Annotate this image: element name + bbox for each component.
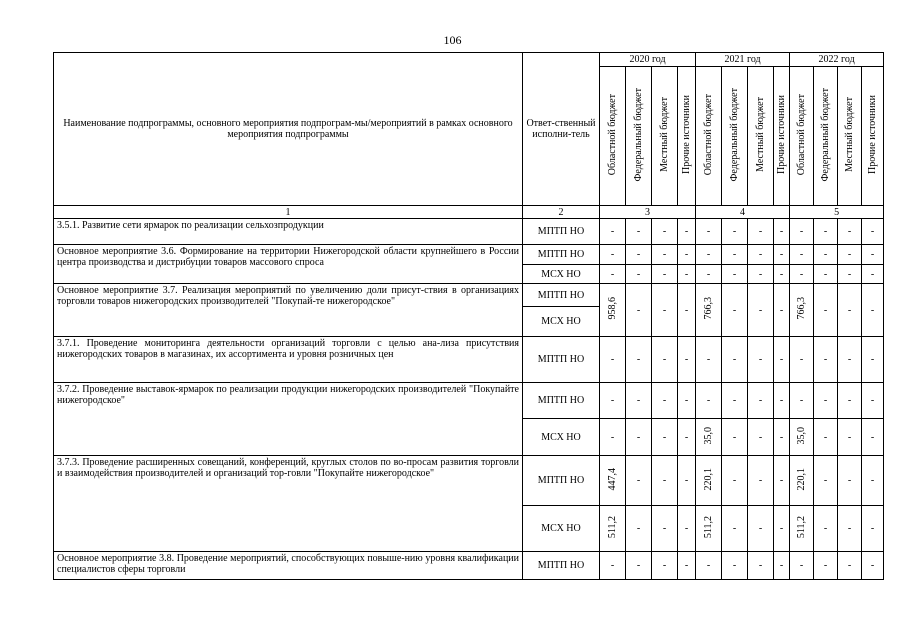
value-cell: [696, 284, 722, 337]
header-year-2021: 2021 год: [696, 53, 790, 67]
source-header: Областной бюджет: [696, 67, 722, 206]
value-number: 35,0: [796, 426, 808, 445]
source-header: Федеральный бюджет: [626, 67, 652, 206]
value-cell: -: [838, 506, 862, 552]
value-cell: -: [838, 383, 862, 419]
col-number: 4: [696, 206, 790, 219]
value-cell: -: [838, 245, 862, 265]
value-cell: -: [748, 245, 774, 265]
table-row: [54, 456, 884, 506]
value-cell: -: [678, 552, 696, 580]
value-number: 511,2: [607, 515, 618, 539]
value-cell: [790, 506, 814, 552]
source-header: Местный бюджет: [652, 67, 678, 206]
value-cell: -: [838, 284, 862, 337]
table-row: [54, 245, 884, 265]
value-cell: -: [862, 219, 884, 245]
value-cell: -: [626, 552, 652, 580]
header-year-2022: 2022 год: [790, 53, 884, 67]
value-cell: -: [652, 265, 678, 284]
value-cell: -: [626, 419, 652, 456]
value-cell: -: [626, 245, 652, 265]
value-cell: -: [696, 265, 722, 284]
row-name: Основное мероприятие 3.6. Формирование на территории Нижегородской области крупнейшего в России центра производства и дистрибуции товаров массового спроса: [54, 245, 523, 284]
value-cell: -: [790, 383, 814, 419]
source-header: Областной бюджет: [790, 67, 814, 206]
value-cell: -: [652, 219, 678, 245]
value-cell: -: [626, 456, 652, 506]
value-cell: -: [814, 552, 838, 580]
value-cell: -: [790, 219, 814, 245]
value-cell: -: [722, 284, 748, 337]
header-name-text: Наименование подпрограммы, основного мероприятия подпрограм-мы/мероприятий в рамках основного мероприятия подпрограммы: [63, 118, 513, 140]
value-cell: -: [774, 383, 790, 419]
value-cell: -: [696, 337, 722, 383]
value-cell: -: [678, 265, 696, 284]
program-table: [53, 52, 884, 580]
value-cell: -: [862, 456, 884, 506]
value-cell: -: [652, 552, 678, 580]
value-cell: -: [626, 284, 652, 337]
value-cell: -: [814, 419, 838, 456]
value-number: 511,2: [796, 515, 808, 539]
value-cell: [696, 506, 722, 552]
value-cell: -: [626, 219, 652, 245]
value-cell: -: [600, 552, 626, 580]
value-number: 511,2: [703, 515, 715, 539]
value-cell: -: [722, 456, 748, 506]
value-cell: -: [722, 219, 748, 245]
value-cell: -: [748, 456, 774, 506]
value-cell: -: [678, 456, 696, 506]
value-cell: -: [678, 245, 696, 265]
value-cell: -: [774, 265, 790, 284]
value-cell: -: [748, 284, 774, 337]
value-cell: -: [862, 337, 884, 383]
value-number: 447,4: [607, 467, 618, 491]
column-number-row: [54, 206, 884, 219]
value-cell: -: [722, 552, 748, 580]
value-cell: -: [600, 219, 626, 245]
table-row: [54, 219, 884, 245]
value-cell: -: [814, 284, 838, 337]
row-name: 3.7.2. Проведение выставок-ярмарок по реализации продукции нижегородских производителей "Покупайте нижегородское": [54, 383, 523, 456]
value-cell: -: [652, 284, 678, 337]
value-cell: -: [600, 245, 626, 265]
value-cell: -: [652, 456, 678, 506]
col-number: 1: [54, 206, 523, 219]
value-cell: -: [838, 552, 862, 580]
value-cell: -: [652, 245, 678, 265]
value-cell: -: [678, 506, 696, 552]
value-cell: -: [722, 383, 748, 419]
header-exec-cell: [523, 53, 600, 206]
row-name: Основное мероприятие 3.8. Проведение мероприятий, способствующих повыше-нию уровня квалификации специалистов сферы торговли: [54, 552, 523, 580]
value-cell: -: [774, 506, 790, 552]
value-cell: -: [748, 383, 774, 419]
value-cell: -: [774, 456, 790, 506]
value-cell: -: [838, 265, 862, 284]
value-cell: -: [790, 265, 814, 284]
value-cell: -: [652, 337, 678, 383]
value-cell: -: [774, 245, 790, 265]
header-name-cell: [54, 53, 523, 206]
value-cell: -: [600, 419, 626, 456]
table-row: [54, 383, 884, 419]
value-cell: -: [814, 245, 838, 265]
row-exec: МПТП НО: [523, 219, 600, 245]
source-header: Областной бюджет: [600, 67, 626, 206]
table-row: [54, 337, 884, 383]
value-number: 766,3: [703, 297, 715, 320]
value-cell: -: [790, 337, 814, 383]
row-name: Основное мероприятие 3.7. Реализация мероприятий по увеличению доли присут-ствия в организациях торговли товаров нижегородских производителей "Покупай-те нижегородское": [54, 284, 523, 337]
col-number: 2: [523, 206, 600, 219]
value-cell: -: [814, 337, 838, 383]
value-cell: -: [862, 552, 884, 580]
value-cell: -: [814, 456, 838, 506]
value-cell: -: [838, 419, 862, 456]
row-name: 3.7.3. Проведение расширенных совещаний, конференций, круглых столов по во-просам развития торговли и взаимодействия производителей и организаций тор-говли "Покупайте нижегородское": [54, 456, 523, 552]
row-exec: МСХ НО: [523, 419, 600, 456]
value-number: 35,0: [703, 426, 715, 445]
value-cell: [696, 419, 722, 456]
value-cell: -: [774, 284, 790, 337]
table-row: [54, 552, 884, 580]
source-header: Прочие источники: [678, 67, 696, 206]
value-cell: -: [862, 245, 884, 265]
value-cell: [696, 456, 722, 506]
value-cell: -: [600, 337, 626, 383]
row-exec: МПТП НО: [523, 552, 600, 580]
value-cell: -: [678, 383, 696, 419]
value-cell: -: [696, 245, 722, 265]
value-cell: [600, 456, 626, 506]
value-cell: -: [838, 219, 862, 245]
value-cell: [790, 284, 814, 337]
value-cell: -: [696, 383, 722, 419]
value-cell: -: [722, 265, 748, 284]
source-header: Прочие источники: [774, 67, 790, 206]
value-cell: -: [814, 265, 838, 284]
value-cell: -: [790, 245, 814, 265]
value-cell: -: [696, 219, 722, 245]
value-cell: [790, 419, 814, 456]
row-exec: МПТП НО: [523, 284, 600, 307]
source-header: Прочие источники: [862, 67, 884, 206]
value-cell: -: [862, 383, 884, 419]
source-header: Федеральный бюджет: [814, 67, 838, 206]
value-cell: -: [722, 337, 748, 383]
value-number: 958,6: [607, 297, 618, 320]
value-cell: -: [722, 419, 748, 456]
value-cell: -: [722, 245, 748, 265]
value-number: 220,1: [703, 467, 715, 491]
page-number: 106: [443, 33, 462, 47]
value-cell: -: [626, 265, 652, 284]
value-cell: -: [774, 219, 790, 245]
value-cell: -: [626, 337, 652, 383]
value-cell: -: [814, 219, 838, 245]
value-cell: -: [862, 419, 884, 456]
row-name: 3.5.1. Развитие сети ярмарок по реализации сельхозпродукции: [54, 219, 523, 245]
header-exec-text: Ответ-ственный исполни-тель: [526, 118, 596, 140]
source-header: Местный бюджет: [748, 67, 774, 206]
col-number: 5: [790, 206, 884, 219]
value-cell: -: [748, 506, 774, 552]
row-exec: МПТП НО: [523, 245, 600, 265]
value-cell: -: [678, 284, 696, 337]
value-cell: -: [626, 506, 652, 552]
value-cell: -: [774, 337, 790, 383]
value-cell: -: [600, 383, 626, 419]
value-cell: -: [748, 552, 774, 580]
value-cell: -: [862, 265, 884, 284]
value-cell: -: [862, 284, 884, 337]
value-cell: [790, 456, 814, 506]
value-number: 220,1: [796, 467, 808, 491]
value-cell: -: [774, 552, 790, 580]
value-cell: -: [748, 337, 774, 383]
value-cell: -: [838, 337, 862, 383]
value-cell: -: [678, 219, 696, 245]
col-number: 3: [600, 206, 696, 219]
value-cell: -: [678, 337, 696, 383]
value-cell: -: [600, 265, 626, 284]
table-row: [54, 284, 884, 307]
value-cell: -: [678, 419, 696, 456]
value-cell: -: [626, 383, 652, 419]
header-year-2020: 2020 год: [600, 53, 696, 67]
value-cell: -: [790, 552, 814, 580]
value-number: 766,3: [796, 297, 808, 320]
source-header: Федеральный бюджет: [722, 67, 748, 206]
value-cell: [600, 284, 626, 337]
source-header: Местный бюджет: [838, 67, 862, 206]
row-exec: МПТП НО: [523, 456, 600, 506]
row-exec: МПТП НО: [523, 383, 600, 419]
value-cell: -: [814, 506, 838, 552]
value-cell: -: [652, 506, 678, 552]
value-cell: -: [652, 383, 678, 419]
value-cell: -: [748, 419, 774, 456]
row-exec: МСХ НО: [523, 265, 600, 284]
row-name: 3.7.1. Проведение мониторинга деятельности организаций торговли с целью ана-лиза присутствия нижегородских товаров в магазинах, их ассортимента и уровня розничных цен: [54, 337, 523, 383]
value-cell: -: [696, 552, 722, 580]
value-cell: -: [838, 456, 862, 506]
value-cell: -: [722, 506, 748, 552]
value-cell: -: [774, 419, 790, 456]
value-cell: -: [748, 219, 774, 245]
row-exec: МПТП НО: [523, 337, 600, 383]
row-exec: МСХ НО: [523, 506, 600, 552]
value-cell: -: [862, 506, 884, 552]
value-cell: -: [814, 383, 838, 419]
row-exec: МСХ НО: [523, 307, 600, 337]
value-cell: [600, 506, 626, 552]
value-cell: -: [748, 265, 774, 284]
value-cell: -: [652, 419, 678, 456]
